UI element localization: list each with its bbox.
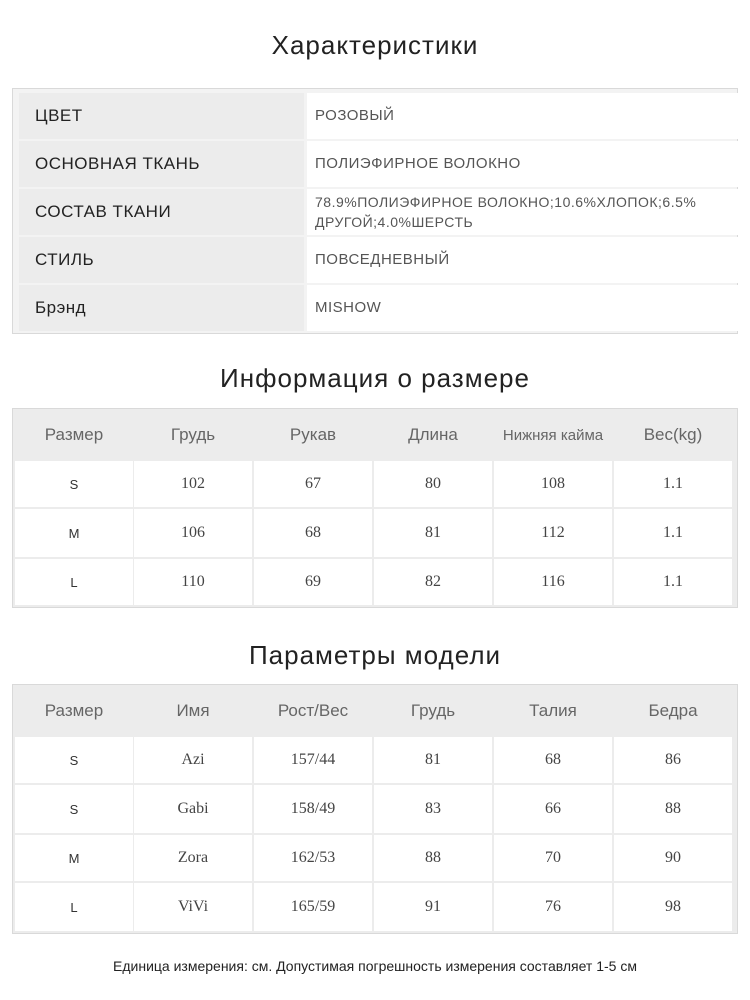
header-cell: Вес(kg) [643, 425, 703, 444]
table-cell: Gabi [134, 785, 252, 833]
table-cell: 91 [374, 883, 492, 931]
header-cell: Размер [44, 701, 104, 720]
spec-label: Брэнд [19, 285, 304, 331]
table-cell: 158/49 [254, 785, 372, 833]
table-cell: 88 [614, 785, 732, 833]
table-row [13, 461, 737, 507]
table-cell: 76 [494, 883, 612, 931]
table-cell: S [15, 461, 133, 507]
table-cell: 66 [494, 785, 612, 833]
table-cell: 116 [494, 559, 612, 605]
table-cell: 69 [254, 559, 372, 605]
header-cell: Бедра [648, 701, 698, 720]
table-cell: 68 [494, 737, 612, 783]
table-cell: 98 [614, 883, 732, 931]
table-cell: 108 [494, 461, 612, 507]
table-cell: M [15, 509, 133, 557]
table-cell: ViVi [134, 883, 252, 931]
measurement-note: Единица измерения: см. Допустимая погрешность измерения составляет 1-5 см [113, 958, 637, 974]
table-cell: 1.1 [614, 559, 732, 605]
table-row [13, 737, 737, 783]
table-cell: Zora [134, 835, 252, 881]
table-row [13, 785, 737, 833]
table-cell: Azi [134, 737, 252, 783]
size-info-table [12, 408, 738, 608]
table-cell: 90 [614, 835, 732, 881]
table-cell: 80 [374, 461, 492, 507]
table-cell: 81 [374, 509, 492, 557]
table-row [13, 509, 737, 557]
spec-label: ЦВЕТ [19, 93, 304, 139]
size-info-title: Информация о размере [220, 363, 530, 393]
table-cell: 106 [134, 509, 252, 557]
table-cell: 1.1 [614, 509, 732, 557]
spec-row-style [19, 237, 731, 283]
header-cell: Имя [176, 701, 210, 720]
spec-row-brand [19, 285, 731, 331]
characteristics-table [12, 88, 738, 334]
header-cell: Рост/Вес [277, 701, 349, 720]
spec-value: ПОВСЕДНЕВНЫЙ [307, 237, 741, 283]
spec-label: СОСТАВ ТКАНИ [19, 189, 304, 235]
table-row [13, 883, 737, 931]
table-cell: 165/59 [254, 883, 372, 931]
table-cell: 70 [494, 835, 612, 881]
header-cell: Длина [408, 425, 458, 444]
table-cell: 110 [134, 559, 252, 605]
table-cell: S [15, 737, 133, 783]
header-cell: Грудь [170, 425, 216, 444]
spec-value: MISHOW [307, 285, 741, 331]
model-params-title: Параметры модели [248, 640, 502, 670]
table-cell: M [15, 835, 133, 881]
spec-row-composition [19, 189, 731, 235]
table-row [13, 559, 737, 605]
spec-value: 78.9%ПОЛИЭФИРНОЕ ВОЛОКНО;10.6%ХЛОПОК;6.5% ДРУГОЙ;4.0%ШЕРСТЬ [307, 189, 741, 235]
table-cell: 81 [374, 737, 492, 783]
spec-label: ОСНОВНАЯ ТКАНЬ [19, 141, 304, 187]
table-cell: 88 [374, 835, 492, 881]
header-cell: Грудь [410, 701, 456, 720]
table-cell: 112 [494, 509, 612, 557]
spec-value: ПОЛИЭФИРНОЕ ВОЛОКНО [307, 141, 741, 187]
spec-row-main-fabric [19, 141, 731, 187]
table-cell: 162/53 [254, 835, 372, 881]
header-cell: Нижняя кайма [502, 426, 604, 444]
spec-value: РОЗОВЫЙ [307, 93, 741, 139]
table-header-row [13, 411, 737, 459]
spec-row-color [19, 93, 731, 139]
model-params-table [12, 684, 738, 934]
table-cell: L [15, 559, 133, 605]
header-cell: Размер [44, 425, 104, 444]
table-cell: 82 [374, 559, 492, 605]
table-cell: 83 [374, 785, 492, 833]
header-cell: Рукав [289, 425, 337, 444]
table-row [13, 835, 737, 881]
table-cell: L [15, 883, 133, 931]
table-cell: 102 [134, 461, 252, 507]
table-cell: 157/44 [254, 737, 372, 783]
table-cell: 67 [254, 461, 372, 507]
table-cell: 1.1 [614, 461, 732, 507]
table-header-row [13, 687, 737, 735]
header-cell: Талия [529, 701, 577, 720]
table-cell: 68 [254, 509, 372, 557]
spec-label: СТИЛЬ [19, 237, 304, 283]
characteristics-title: Характеристики [271, 30, 479, 60]
table-cell: 86 [614, 737, 732, 783]
table-cell: S [15, 785, 133, 833]
